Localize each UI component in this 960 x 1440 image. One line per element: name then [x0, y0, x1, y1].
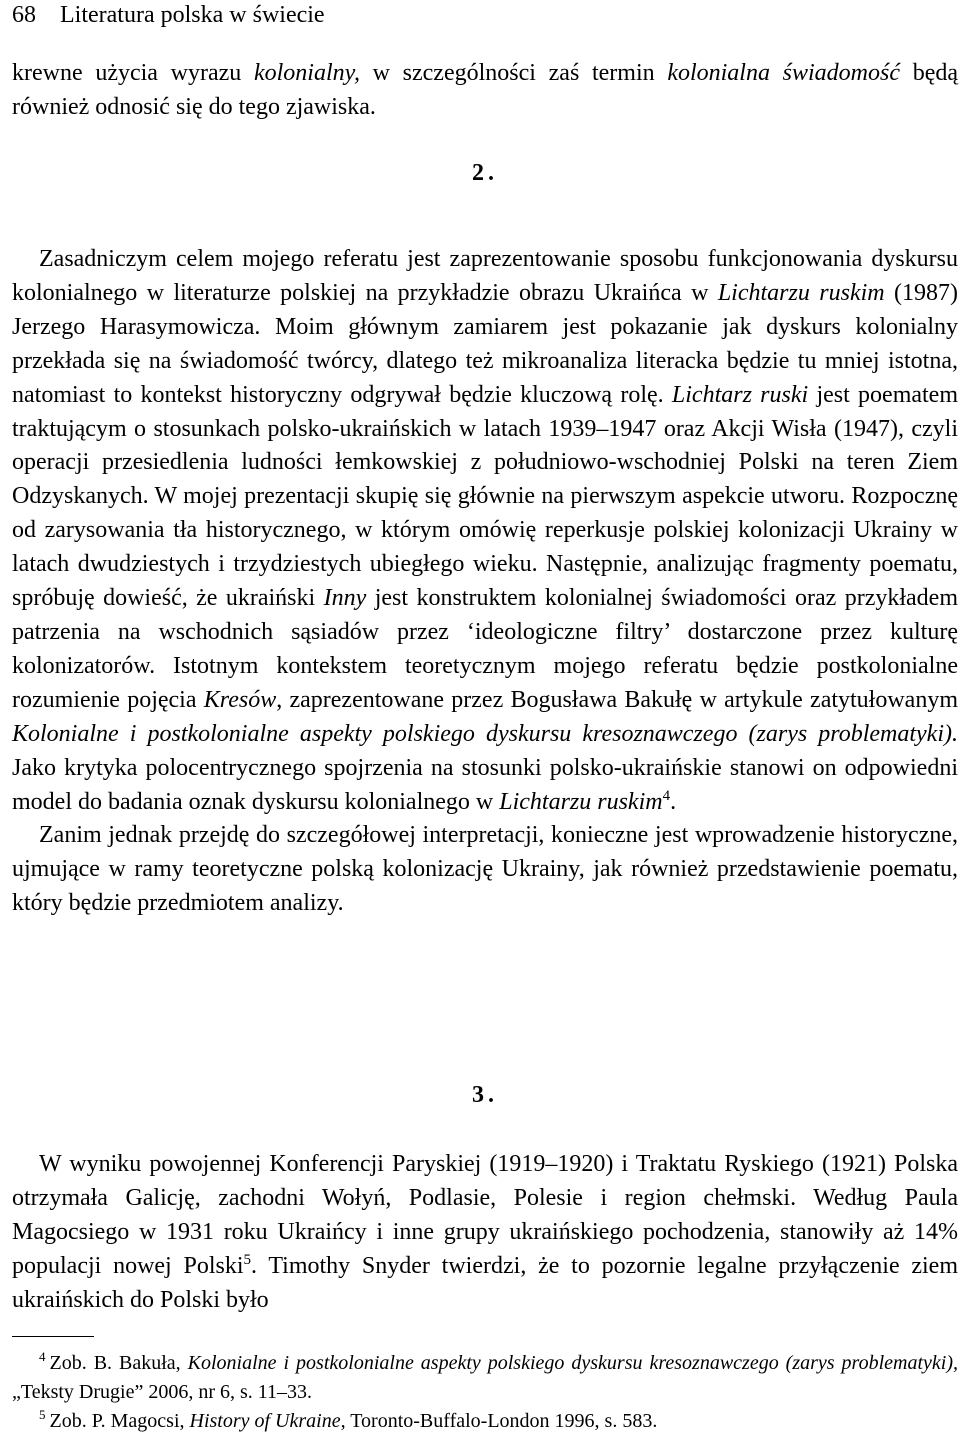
text-run: „Teksty Drugie” 2006, nr 6, s. 11–33.	[12, 1381, 313, 1403]
italic-run: Lichtarzu ruskim	[717, 279, 885, 306]
footnote-number: 5	[39, 1407, 46, 1422]
footnotes	[12, 1349, 958, 1436]
section-2-body	[12, 243, 958, 921]
italic-run: kolonialny,	[253, 60, 360, 86]
italic-run: History of Ukraine	[189, 1410, 341, 1432]
italic-run: Lichtarz ruski	[671, 381, 809, 408]
text-run: jest konstruktem kolonialnej świadomości oraz przykładem patrzenia na wschodnich sąsiadów przez ‘ideologiczne filtry’ dostarczone przez kulturę kolonizatorów. Istotnym kontekstem teoretycznym mojego referatu będzie postkolonialne rozumienie pojęcia	[12, 585, 958, 713]
text-run: Jako krytyka polocentrycznego spojrzenia na stosunki polsko-ukraińskie stanowi on odpowiedni model do badania oznak dyskursu kolonialnego w	[12, 754, 958, 815]
text-run: jest poematem traktującym o stosunkach polsko-ukraińskich w latach 1939–1947 oraz Akcji Wisła (1947), czyli operacji przesiedlenia ludności łemkowskiej z południowo-wschodniej Polski na teren Ziem Odzyskanych. W mojej prezentacji skupię się głównie na pierwszym aspekcie utworu. Rozpocznę od zarysowania tła historycznego, w którym omówię reperkusje polskiej kolonizacji Ukrainy w latach dwudziestych i trzydziestych ubiegłego wieku. Następnie, analizując fragmenty poematu, spróbuję dowieść, że ukraiński	[12, 381, 958, 612]
footnote-ref-4[interactable]: 4	[662, 787, 671, 804]
italic-run: kolonialna świadomość	[667, 60, 900, 86]
footnote-5	[12, 1407, 958, 1436]
footnote-4	[12, 1349, 958, 1407]
section-3-body	[12, 1148, 958, 1318]
intro-block	[12, 57, 958, 125]
section-heading-3: 3.	[472, 1082, 498, 1108]
section-2-paragraph-1	[12, 243, 958, 819]
italic-run: Kresów	[203, 686, 277, 713]
text-run: będą również odnosić się do tego zjawiska.	[12, 60, 958, 120]
page	[12, 0, 958, 1440]
text-run: , Toronto-Buffalo-London 1996, s. 583.	[340, 1410, 658, 1432]
section-2-paragraph-2: Zanim jednak przejdę do szczegółowej interpretacji, konieczne jest wprowadzenie historyczne, ujmujące w ramy teoretyczne polską kolonizację Ukrainy, jak również przedstawienie poematu, który będzie przedmiotem analizy.	[12, 822, 958, 917]
text-run: W wyniku powojennej Konferencji Paryskiej (1919–1920) i Traktatu Ryskiego (1921) Polska otrzymała Galicję, zachodni Wołyń, Podlasie, Polesie i region chełmski. Według Paula Magocsiego w 1931 roku Ukraińcy i inne grupy ukraińskiego pochodzenia, stanowiły aż 14% populacji nowej Polski	[12, 1151, 958, 1279]
italic-run: Kolonialne i postkolonialne aspekty polskiego dyskursu kresoznawczego (zarys problematyki).	[12, 720, 958, 747]
text-run: krewne użycia wyrazu	[12, 60, 254, 86]
italic-run: Inny	[323, 585, 367, 612]
running-head-title: Literatura polska w świecie	[60, 2, 325, 28]
text-run: . Timothy Snyder twierdzi, że to pozornie legalne przyłączenie ziem ukraińskich do Polski było	[12, 1252, 959, 1313]
footnote-divider	[12, 1336, 94, 1337]
section-3-paragraph-1	[12, 1148, 958, 1318]
footnote-number: 4	[39, 1349, 46, 1364]
text-run: Zasadniczym celem mojego referatu jest zaprezentowanie sposobu funkcjonowania dyskursu kolonialnego w literaturze polskiej na przykładzie obrazu Ukraińca w	[12, 246, 958, 306]
section-heading-2: 2.	[472, 160, 498, 186]
italic-run: Kolonialne i postkolonialne aspekty polskiego dyskursu kresoznawczego (zarys problematyki),	[187, 1352, 958, 1374]
running-head	[12, 0, 325, 30]
italic-run: Lichtarzu ruskim	[499, 788, 663, 815]
page-number: 68	[12, 2, 36, 28]
text-run: Zob. B. Bakuła,	[49, 1352, 188, 1374]
text-run: Zob. P. Magocsi,	[49, 1410, 190, 1432]
text-run: , zaprezentowane przez Bogusława Bakułę w artykule zatytułowanym	[276, 686, 958, 713]
text-run: .	[670, 788, 677, 815]
text-run: w szczególności zaś termin	[359, 60, 668, 86]
intro-paragraph	[12, 57, 958, 125]
footnote-ref-5[interactable]: 5	[243, 1251, 252, 1268]
text-run: (1987) Jerzego Harasymowicza. Moim głównym zamiarem jest pokazanie jak dyskurs kolonialny przekłada się na świadomość twórcy, dlatego też mikroanaliza literacka będzie tu mniej istotna, natomiast to kontekst historyczny odgrywał będzie kluczową rolę.	[12, 279, 958, 408]
